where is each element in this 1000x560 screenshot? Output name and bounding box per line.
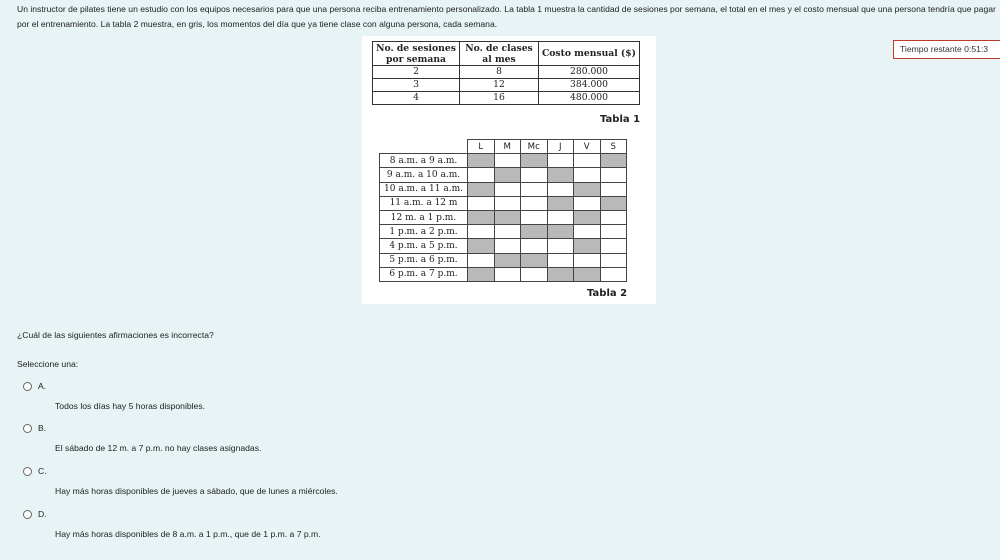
free-slot-cell	[574, 168, 601, 182]
busy-slot-cell	[494, 210, 521, 224]
question-text: ¿Cuál de las siguientes afirmaciones es incorrecta?	[17, 330, 214, 340]
busy-slot-cell	[574, 182, 601, 196]
option-text[interactable]: Hay más horas disponibles de 8 a.m. a 1 p.m., que de 1 p.m. a 7 p.m.	[55, 529, 321, 539]
table1-header: Costo mensual ($)	[539, 42, 640, 66]
free-slot-cell	[574, 253, 601, 267]
table1-cell: 16	[460, 92, 539, 105]
table-row	[373, 92, 640, 105]
free-slot-cell	[468, 196, 495, 210]
table-row	[373, 79, 640, 92]
option-c-radio[interactable]	[23, 467, 32, 476]
table2-corner	[380, 140, 468, 154]
busy-slot-cell	[521, 154, 548, 168]
free-slot-cell	[600, 182, 627, 196]
time-slot-label: 1 p.m. a 2 p.m.	[380, 225, 468, 239]
table1-header: No. de sesiones por semana	[373, 42, 460, 66]
free-slot-cell	[494, 196, 521, 210]
option-d-radio[interactable]	[23, 510, 32, 519]
free-slot-cell	[521, 168, 548, 182]
table-row	[380, 154, 627, 168]
day-header: J	[547, 140, 574, 154]
free-slot-cell	[494, 267, 521, 281]
busy-slot-cell	[547, 225, 574, 239]
day-header: M	[494, 140, 521, 154]
table1-cell: 280.000	[539, 66, 640, 79]
free-slot-cell	[600, 239, 627, 253]
table1-header: No. de clases al mes	[460, 42, 539, 66]
table1-cell: 2	[373, 66, 460, 79]
busy-slot-cell	[547, 267, 574, 281]
free-slot-cell	[600, 267, 627, 281]
question-figure	[362, 36, 656, 304]
busy-slot-cell	[468, 182, 495, 196]
time-slot-label: 6 p.m. a 7 p.m.	[380, 267, 468, 281]
busy-slot-cell	[468, 267, 495, 281]
free-slot-cell	[547, 239, 574, 253]
busy-slot-cell	[468, 239, 495, 253]
busy-slot-cell	[600, 154, 627, 168]
free-slot-cell	[574, 196, 601, 210]
free-slot-cell	[468, 168, 495, 182]
option-text[interactable]: Hay más horas disponibles de jueves a sábado, que de lunes a miércoles.	[55, 486, 338, 496]
free-slot-cell	[468, 253, 495, 267]
time-remaining-badge: Tiempo restante 0:51:3	[893, 40, 1000, 59]
busy-slot-cell	[547, 168, 574, 182]
day-header: Mc	[521, 140, 548, 154]
busy-slot-cell	[494, 253, 521, 267]
table-row	[380, 210, 627, 224]
free-slot-cell	[547, 182, 574, 196]
table-row	[380, 182, 627, 196]
free-slot-cell	[547, 210, 574, 224]
free-slot-cell	[547, 154, 574, 168]
free-slot-cell	[521, 210, 548, 224]
busy-slot-cell	[574, 210, 601, 224]
busy-slot-cell	[600, 196, 627, 210]
free-slot-cell	[468, 225, 495, 239]
busy-slot-cell	[521, 225, 548, 239]
free-slot-cell	[574, 225, 601, 239]
busy-slot-cell	[574, 239, 601, 253]
time-slot-label: 10 a.m. a 11 a.m.	[380, 182, 468, 196]
table-row	[373, 66, 640, 79]
table-row	[380, 196, 627, 210]
table-row	[380, 267, 627, 281]
free-slot-cell	[600, 253, 627, 267]
free-slot-cell	[494, 182, 521, 196]
free-slot-cell	[521, 182, 548, 196]
table1-cell: 384.000	[539, 79, 640, 92]
busy-slot-cell	[574, 267, 601, 281]
option-text[interactable]: Todos los días hay 5 horas disponibles.	[55, 401, 206, 411]
table2-caption: Tabla 2	[587, 288, 628, 299]
option-a-radio[interactable]	[23, 382, 32, 391]
day-header: V	[574, 140, 601, 154]
table-row	[380, 168, 627, 182]
time-slot-label: 12 m. a 1 p.m.	[380, 210, 468, 224]
time-slot-label: 9 a.m. a 10 a.m.	[380, 168, 468, 182]
busy-slot-cell	[468, 210, 495, 224]
option-letter: C.	[38, 466, 47, 476]
table1-cell: 12	[460, 79, 539, 92]
free-slot-cell	[600, 225, 627, 239]
day-header: L	[468, 140, 495, 154]
busy-slot-cell	[547, 196, 574, 210]
table1-caption: Tabla 1	[600, 114, 641, 125]
select-prompt: Seleccione una:	[17, 359, 79, 369]
free-slot-cell	[600, 210, 627, 224]
option-letter: D.	[38, 509, 47, 519]
time-slot-label: 4 p.m. a 5 p.m.	[380, 239, 468, 253]
free-slot-cell	[494, 239, 521, 253]
free-slot-cell	[494, 154, 521, 168]
day-header: S	[600, 140, 627, 154]
time-slot-label: 11 a.m. a 12 m	[380, 196, 468, 210]
time-slot-label: 8 a.m. a 9 a.m.	[380, 154, 468, 168]
free-slot-cell	[521, 196, 548, 210]
table-2-schedule	[379, 139, 627, 282]
free-slot-cell	[521, 239, 548, 253]
table-1	[372, 41, 640, 105]
option-letter: A.	[38, 381, 47, 391]
table1-cell: 4	[373, 92, 460, 105]
free-slot-cell	[494, 225, 521, 239]
option-b-radio[interactable]	[23, 424, 32, 433]
free-slot-cell	[574, 154, 601, 168]
question-intro-text: Un instructor de pilates tiene un estudio con los equipos necesarios para que una persona reciba entrenamiento personalizado. La tabla 1 muestra la cantidad de sesiones por semana, el total en el mes y el costo mensual que una persona tendría que pagar por el entrenamiento. La tabla 2 muestra, en gris, los momentos del día que ya tiene clase con alguna persona, cada semana.	[17, 4, 996, 29]
busy-slot-cell	[494, 168, 521, 182]
option-text[interactable]: El sábado de 12 m. a 7 p.m. no hay clases asignadas.	[55, 443, 262, 453]
option-letter: B.	[38, 423, 47, 433]
time-slot-label: 5 p.m. a 6 p.m.	[380, 253, 468, 267]
free-slot-cell	[547, 253, 574, 267]
table1-cell: 8	[460, 66, 539, 79]
busy-slot-cell	[521, 253, 548, 267]
table-row	[380, 253, 627, 267]
busy-slot-cell	[468, 154, 495, 168]
table1-cell: 480.000	[539, 92, 640, 105]
table-row	[380, 225, 627, 239]
free-slot-cell	[521, 267, 548, 281]
free-slot-cell	[600, 168, 627, 182]
table-row	[380, 239, 627, 253]
table1-cell: 3	[373, 79, 460, 92]
